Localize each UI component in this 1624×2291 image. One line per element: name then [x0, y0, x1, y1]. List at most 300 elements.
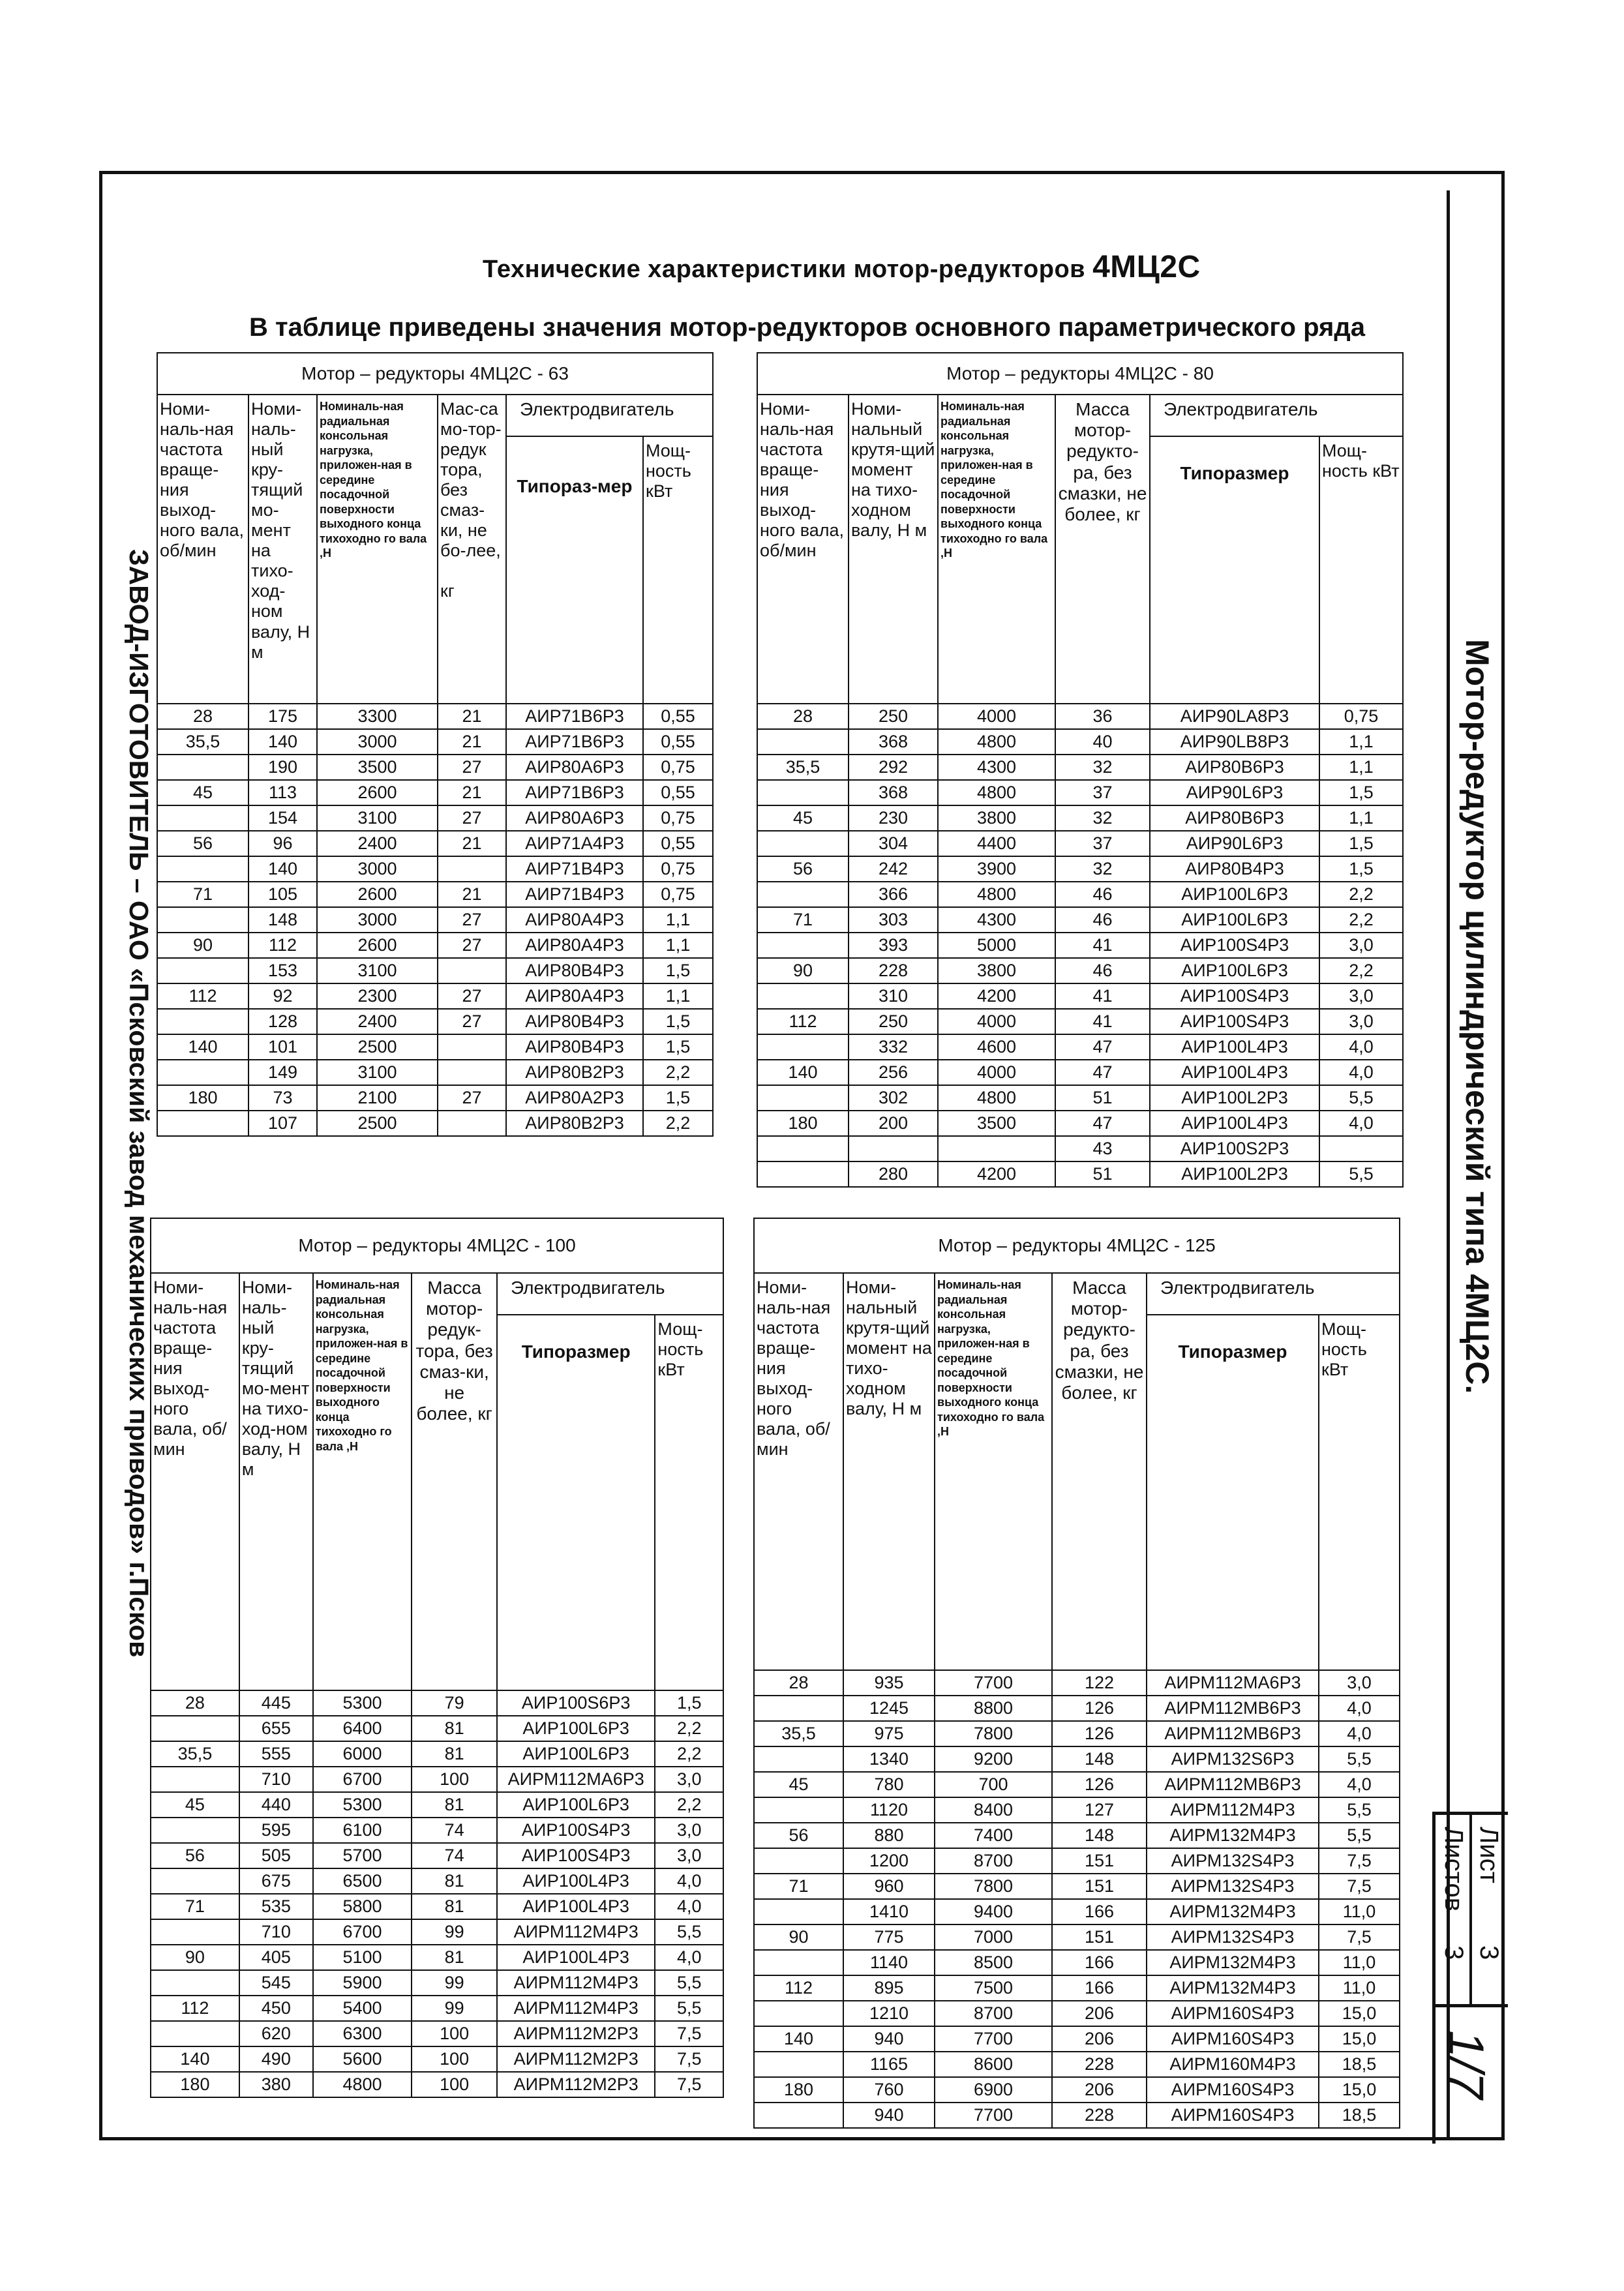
cell-motor-type: АИР71В6Р3: [506, 780, 643, 805]
table-row: [157, 907, 713, 933]
cell-mass: 27: [438, 755, 506, 780]
cell-radial-load: 2100: [317, 1085, 438, 1111]
cell-radial-load: 2400: [317, 831, 438, 856]
cell-mass: 27: [438, 805, 506, 831]
table-row: [754, 1823, 1400, 1848]
cell-frequency: [757, 1136, 849, 1161]
cell-radial-load: 8800: [935, 1696, 1052, 1721]
table-row: [157, 856, 713, 882]
cell-torque: 595: [239, 1818, 313, 1843]
cell-radial-load: 6000: [313, 1741, 412, 1767]
cell-frequency: 71: [754, 1874, 843, 1899]
cell-mass: 151: [1052, 1874, 1147, 1899]
cell-power: 4,0: [1319, 1721, 1400, 1746]
cell-power: 7,5: [655, 2046, 723, 2072]
cell-radial-load: 2500: [317, 1034, 438, 1060]
cell-radial-load: 7800: [935, 1874, 1052, 1899]
cell-motor-type: АИРМ112М4Р3: [1147, 1797, 1319, 1823]
cell-power: 1,1: [1319, 755, 1403, 780]
cell-mass: 47: [1055, 1034, 1150, 1060]
table-row: [757, 1161, 1403, 1187]
cell-power: 0,75: [643, 755, 713, 780]
cell-frequency: [157, 755, 248, 780]
cell-frequency: 180: [754, 2077, 843, 2103]
table-row: [757, 755, 1403, 780]
cell-motor-type: АИР100S4Р3: [497, 1843, 655, 1868]
cell-frequency: [151, 1970, 239, 1996]
cell-frequency: 35,5: [754, 1721, 843, 1746]
cell-torque: 140: [248, 729, 317, 755]
cell-mass: 46: [1055, 882, 1150, 907]
cell-motor-type: АИР100S4Р3: [1150, 983, 1319, 1009]
cell-torque: 228: [849, 958, 938, 983]
table-row: [754, 1975, 1400, 2001]
cell-radial-load: 5100: [313, 1945, 412, 1970]
cell-motor-type: АИРМ132S4Р3: [1147, 1874, 1319, 1899]
table-row: [754, 2001, 1400, 2026]
cell-torque: 280: [849, 1161, 938, 1187]
cell-mass: 151: [1052, 1848, 1147, 1874]
table-row: [757, 1136, 1403, 1161]
cell-power: 7,5: [1319, 1924, 1400, 1950]
table-row: [157, 1034, 713, 1060]
cell-torque: 445: [239, 1690, 313, 1716]
cell-frequency: [754, 2001, 843, 2026]
cell-torque: 92: [248, 983, 317, 1009]
cell-frequency: 180: [151, 2072, 239, 2097]
cell-torque: 96: [248, 831, 317, 856]
cell-power: 5,5: [655, 1996, 723, 2021]
cell-radial-load: 3000: [317, 729, 438, 755]
col-header-frequency: Номи-наль-ная частота враще-ния выход-ного вала, об/мин: [754, 1273, 843, 1670]
col-header-type: Типоразмер: [1147, 1315, 1319, 1670]
cell-radial-load: 4300: [938, 755, 1055, 780]
cell-frequency: [757, 1034, 849, 1060]
cell-mass: 81: [412, 1741, 497, 1767]
cell-mass: [438, 1034, 506, 1060]
cell-radial-load: 6700: [313, 1767, 412, 1792]
cell-torque: 149: [248, 1060, 317, 1085]
cell-mass: 126: [1052, 1772, 1147, 1797]
cell-torque: 545: [239, 1970, 313, 1996]
cell-motor-type: АИРМ132S6Р3: [1147, 1746, 1319, 1772]
cell-mass: 206: [1052, 2026, 1147, 2052]
cell-frequency: [757, 1085, 849, 1111]
cell-radial-load: 3800: [938, 958, 1055, 983]
cell-power: 18,5: [1319, 2103, 1400, 2128]
cell-power: 0,55: [643, 729, 713, 755]
cell-frequency: [757, 983, 849, 1009]
cell-mass: 41: [1055, 933, 1150, 958]
cell-power: 4,0: [1319, 1034, 1403, 1060]
cell-mass: 51: [1055, 1085, 1150, 1111]
cell-frequency: [757, 831, 849, 856]
cell-power: 4,0: [1319, 1772, 1400, 1797]
cell-power: 5,5: [655, 1970, 723, 1996]
cell-power: 4,0: [655, 1868, 723, 1894]
cell-radial-load: 4000: [938, 1060, 1055, 1085]
cell-power: 18,5: [1319, 2052, 1400, 2077]
cell-power: 0,55: [643, 704, 713, 729]
table-caption: Мотор – редукторы 4МЦ2С - 100: [151, 1218, 723, 1273]
cell-frequency: 90: [754, 1924, 843, 1950]
cell-torque: 393: [849, 933, 938, 958]
cell-torque: 535: [239, 1894, 313, 1919]
cell-frequency: [151, 1919, 239, 1945]
cell-mass: 151: [1052, 1924, 1147, 1950]
cell-motor-type: АИРМ112М2Р3: [497, 2021, 655, 2046]
cell-torque: 710: [239, 1919, 313, 1945]
mass-unit: кг: [440, 581, 455, 601]
cell-power: 2,2: [1319, 882, 1403, 907]
cell-torque: 710: [239, 1767, 313, 1792]
cell-power: 11,0: [1319, 1899, 1400, 1924]
cell-motor-type: АИРМ112МВ6Р3: [1147, 1772, 1319, 1797]
col-header-type: Типоразмер: [1150, 436, 1319, 704]
cell-radial-load: 9200: [935, 1746, 1052, 1772]
cell-motor-type: АИР100L2Р3: [1150, 1085, 1319, 1111]
cell-radial-load: 8500: [935, 1950, 1052, 1975]
cell-mass: 21: [438, 729, 506, 755]
table-row: [754, 1848, 1400, 1874]
cell-power: 1,5: [643, 1009, 713, 1034]
cell-torque: 1200: [843, 1848, 935, 1874]
table-row: [151, 2072, 723, 2097]
cell-mass: [438, 1060, 506, 1085]
cell-mass: 99: [412, 1919, 497, 1945]
cell-frequency: [151, 1716, 239, 1741]
cell-radial-load: 3500: [938, 1111, 1055, 1136]
cell-radial-load: 4800: [938, 729, 1055, 755]
cell-torque: 450: [239, 1996, 313, 2021]
table-row: [757, 907, 1403, 933]
cell-motor-type: АИР100L4Р3: [1150, 1111, 1319, 1136]
cell-frequency: 90: [157, 933, 248, 958]
cell-mass: 81: [412, 1945, 497, 1970]
cell-power: 2,2: [643, 1060, 713, 1085]
table-row: [754, 2026, 1400, 2052]
cell-frequency: 180: [757, 1111, 849, 1136]
cell-torque: 310: [849, 983, 938, 1009]
cell-mass: 127: [1052, 1797, 1147, 1823]
page-mark: 1/7: [1438, 2030, 1494, 2099]
table-row: [151, 2021, 723, 2046]
cell-torque: 101: [248, 1034, 317, 1060]
cell-mass: [438, 856, 506, 882]
col-header-power: Мощ-ность кВт: [655, 1315, 723, 1690]
cell-frequency: [754, 1950, 843, 1975]
table-row: [757, 729, 1403, 755]
cell-motor-type: АИР71В4Р3: [506, 882, 643, 907]
cell-mass: 27: [438, 1085, 506, 1111]
cell-motor-type: АИР71В4Р3: [506, 856, 643, 882]
cell-power: 4,0: [655, 1945, 723, 1970]
table-row: [151, 1945, 723, 1970]
cell-frequency: 28: [757, 704, 849, 729]
cell-motor-type: АИР80В4Р3: [1150, 856, 1319, 882]
cell-motor-type: АИР71А4Р3: [506, 831, 643, 856]
table-4mc2s-63: [157, 352, 714, 1137]
cell-torque: 154: [248, 805, 317, 831]
table-row: [157, 780, 713, 805]
cell-torque: 940: [843, 2026, 935, 2052]
cell-power: 5,5: [1319, 1085, 1403, 1111]
cell-frequency: 28: [151, 1690, 239, 1716]
cell-radial-load: 3100: [317, 958, 438, 983]
cell-frequency: 71: [151, 1894, 239, 1919]
cell-mass: 81: [412, 1868, 497, 1894]
sheet-label: Лист: [1475, 1827, 1503, 1883]
table-row: [757, 983, 1403, 1009]
cell-mass: 166: [1052, 1899, 1147, 1924]
cell-motor-type: АИР80А2Р3: [506, 1085, 643, 1111]
cell-frequency: 140: [754, 2026, 843, 2052]
cell-radial-load: 7500: [935, 1975, 1052, 2001]
cell-torque: 107: [248, 1111, 317, 1136]
cell-power: 2,2: [655, 1741, 723, 1767]
table-row: [151, 1741, 723, 1767]
table-row: [157, 983, 713, 1009]
cell-torque: 1410: [843, 1899, 935, 1924]
cell-power: 1,1: [1319, 805, 1403, 831]
cell-torque: 405: [239, 1945, 313, 1970]
table-caption: Мотор – редукторы 4МЦ2С - 63: [157, 353, 713, 395]
table-row: [754, 1874, 1400, 1899]
cell-motor-type: АИР80А4Р3: [506, 933, 643, 958]
cell-mass: 74: [412, 1818, 497, 1843]
cell-radial-load: 2600: [317, 780, 438, 805]
cell-mass: 100: [412, 1767, 497, 1792]
cell-motor-type: АИРМ160S4Р3: [1147, 2001, 1319, 2026]
cell-motor-type: АИРМ132S4Р3: [1147, 1848, 1319, 1874]
cell-frequency: 56: [757, 856, 849, 882]
cell-power: 11,0: [1319, 1950, 1400, 1975]
col-header-frequency: Номи-наль-ная частота враще-ния выход-ного вала, об/мин: [151, 1273, 239, 1690]
cell-torque: 760: [843, 2077, 935, 2103]
cell-frequency: 56: [157, 831, 248, 856]
cell-radial-load: 2300: [317, 983, 438, 1009]
table-row: [757, 831, 1403, 856]
table-row: [157, 1111, 713, 1136]
cell-mass: 27: [438, 933, 506, 958]
cell-radial-load: 7700: [935, 2103, 1052, 2128]
table-row: [757, 856, 1403, 882]
cell-torque: 112: [248, 933, 317, 958]
cell-torque: 880: [843, 1823, 935, 1848]
cell-power: 2,2: [655, 1792, 723, 1818]
table-row: [157, 704, 713, 729]
cell-power: 11,0: [1319, 1975, 1400, 2001]
table-row: [151, 2046, 723, 2072]
cell-frequency: 71: [757, 907, 849, 933]
cell-mass: 47: [1055, 1111, 1150, 1136]
cell-radial-load: 8700: [935, 1848, 1052, 1874]
cell-frequency: [157, 1111, 248, 1136]
cell-frequency: [754, 1746, 843, 1772]
cell-radial-load: 4300: [938, 907, 1055, 933]
cell-radial-load: 8700: [935, 2001, 1052, 2026]
cell-frequency: 56: [754, 1823, 843, 1848]
col-header-mass: Масса мотор-редук-тора, без смаз-ки, не более, кг: [412, 1273, 497, 1690]
cell-frequency: [157, 907, 248, 933]
cell-motor-type: АИР100L6Р3: [497, 1792, 655, 1818]
table-row: [151, 1996, 723, 2021]
table-row: [754, 1670, 1400, 1696]
table-4mc2s-100: [150, 1218, 724, 2098]
cell-radial-load: 4200: [938, 1161, 1055, 1187]
cell-frequency: 56: [151, 1843, 239, 1868]
cell-motor-type: АИР100S4Р3: [1150, 1009, 1319, 1034]
cell-power: 7,5: [655, 2072, 723, 2097]
cell-power: 15,0: [1319, 2001, 1400, 2026]
cell-frequency: 28: [754, 1670, 843, 1696]
cell-torque: 302: [849, 1085, 938, 1111]
col-header-torque: Номи-нальный крутя-щий момент на тихо-ходном валу, Н м: [849, 395, 938, 704]
cell-frequency: [757, 729, 849, 755]
table-row: [157, 882, 713, 907]
cell-frequency: 71: [157, 882, 248, 907]
cell-motor-type: АИР100S4Р3: [497, 1818, 655, 1843]
cell-motor-type: АИРМ112МА6Р3: [497, 1767, 655, 1792]
cell-frequency: [157, 1009, 248, 1034]
cell-radial-load: 6300: [313, 2021, 412, 2046]
cell-radial-load: 4800: [313, 2072, 412, 2097]
cell-frequency: [757, 933, 849, 958]
cell-motor-type: АИР80В4Р3: [506, 1034, 643, 1060]
table-row: [757, 1111, 1403, 1136]
cell-torque: 73: [248, 1085, 317, 1111]
cell-frequency: [754, 1899, 843, 1924]
cell-power: 4,0: [1319, 1696, 1400, 1721]
cell-motor-type: АИР90L6Р3: [1150, 831, 1319, 856]
col-header-power: Мощ-ность кВт: [643, 436, 713, 704]
cell-torque: 780: [843, 1772, 935, 1797]
cell-radial-load: 3800: [938, 805, 1055, 831]
cell-mass: 40: [1055, 729, 1150, 755]
cell-frequency: 140: [151, 2046, 239, 2072]
cell-motor-type: АИР100L4Р3: [497, 1894, 655, 1919]
cell-torque: 655: [239, 1716, 313, 1741]
cell-mass: 126: [1052, 1721, 1147, 1746]
cell-motor-type: АИР100L4Р3: [497, 1945, 655, 1970]
cell-frequency: [157, 856, 248, 882]
cell-motor-type: АИР71В6Р3: [506, 704, 643, 729]
cell-torque: 620: [239, 2021, 313, 2046]
cell-power: 1,5: [1319, 780, 1403, 805]
cell-motor-type: АИР80А4Р3: [506, 983, 643, 1009]
cell-motor-type: АИР80В6Р3: [1150, 805, 1319, 831]
cell-torque: 935: [843, 1670, 935, 1696]
cell-mass: 41: [1055, 983, 1150, 1009]
cell-frequency: [757, 780, 849, 805]
cell-frequency: [157, 958, 248, 983]
cell-motor-type: АИРМ160S4Р3: [1147, 2026, 1319, 2052]
cell-radial-load: 6500: [313, 1868, 412, 1894]
cell-mass: 41: [1055, 1009, 1150, 1034]
table-row: [754, 2077, 1400, 2103]
cell-motor-type: АИР100L2Р3: [1150, 1161, 1319, 1187]
cell-mass: 148: [1052, 1746, 1147, 1772]
cell-frequency: 90: [757, 958, 849, 983]
cell-radial-load: 4600: [938, 1034, 1055, 1060]
col-header-motor: Электродвигатель: [1147, 1273, 1400, 1315]
table-row: [151, 1868, 723, 1894]
cell-torque: 105: [248, 882, 317, 907]
cell-radial-load: 5900: [313, 1970, 412, 1996]
cell-power: 4,0: [655, 1894, 723, 1919]
table-row: [754, 1950, 1400, 1975]
document-title: Технические характеристики мотор-редукторов 4МЦ2С: [483, 250, 1201, 284]
cell-torque: 256: [849, 1060, 938, 1085]
cell-frequency: 90: [151, 1945, 239, 1970]
cell-torque: 230: [849, 805, 938, 831]
cell-mass: 81: [412, 1792, 497, 1818]
cell-radial-load: 5000: [938, 933, 1055, 958]
cell-frequency: [151, 1767, 239, 1792]
cell-mass: 21: [438, 831, 506, 856]
cell-torque: 895: [843, 1975, 935, 2001]
cell-torque: 128: [248, 1009, 317, 1034]
cell-mass: 46: [1055, 958, 1150, 983]
cell-frequency: [151, 1868, 239, 1894]
cell-power: 5,5: [1319, 1823, 1400, 1848]
cell-radial-load: 7400: [935, 1823, 1052, 1848]
cell-power: 7,5: [1319, 1848, 1400, 1874]
cell-motor-type: АИРМ112М4Р3: [497, 1919, 655, 1945]
cell-power: 0,75: [643, 805, 713, 831]
cell-power: 2,2: [655, 1716, 723, 1741]
cell-mass: [438, 1111, 506, 1136]
cell-motor-type: АИРМ112М2Р3: [497, 2072, 655, 2097]
cell-torque: 200: [849, 1111, 938, 1136]
cell-power: 3,0: [1319, 933, 1403, 958]
table-row: [157, 1085, 713, 1111]
table-row: [151, 1792, 723, 1818]
cell-motor-type: АИР100L6Р3: [1150, 907, 1319, 933]
cell-frequency: 35,5: [757, 755, 849, 780]
cell-radial-load: 3000: [317, 856, 438, 882]
cell-motor-type: АИР100L4Р3: [1150, 1060, 1319, 1085]
cell-radial-load: 5800: [313, 1894, 412, 1919]
cell-motor-type: АИР90L6Р3: [1150, 780, 1319, 805]
cell-mass: 32: [1055, 856, 1150, 882]
table-row: [151, 1970, 723, 1996]
cell-torque: 1165: [843, 2052, 935, 2077]
cell-mass: 51: [1055, 1161, 1150, 1187]
cell-frequency: [157, 1060, 248, 1085]
cell-radial-load: 6400: [313, 1716, 412, 1741]
cell-power: 0,55: [643, 831, 713, 856]
col-header-power: Мощ-ность кВт: [1319, 436, 1403, 704]
cell-torque: 1120: [843, 1797, 935, 1823]
cell-motor-type: АИРМ112М4Р3: [497, 1970, 655, 1996]
cell-power: 1,5: [1319, 856, 1403, 882]
table-row: [151, 1894, 723, 1919]
cell-motor-type: АИРМ132М4Р3: [1147, 1950, 1319, 1975]
cell-mass: 27: [438, 983, 506, 1009]
cell-torque: 332: [849, 1034, 938, 1060]
cell-radial-load: 3900: [938, 856, 1055, 882]
cell-power: 2,2: [1319, 958, 1403, 983]
cell-radial-load: 6700: [313, 1919, 412, 1945]
cell-motor-type: АИР80А6Р3: [506, 755, 643, 780]
cell-mass: 206: [1052, 2077, 1147, 2103]
document-subtitle: В таблице приведены значения мотор-редукторов основного параметрического ряда: [249, 313, 1365, 342]
cell-motor-type: АИР100L6Р3: [1150, 882, 1319, 907]
cell-power: 3,0: [1319, 1670, 1400, 1696]
cell-frequency: 35,5: [157, 729, 248, 755]
cell-radial-load: 3300: [317, 704, 438, 729]
